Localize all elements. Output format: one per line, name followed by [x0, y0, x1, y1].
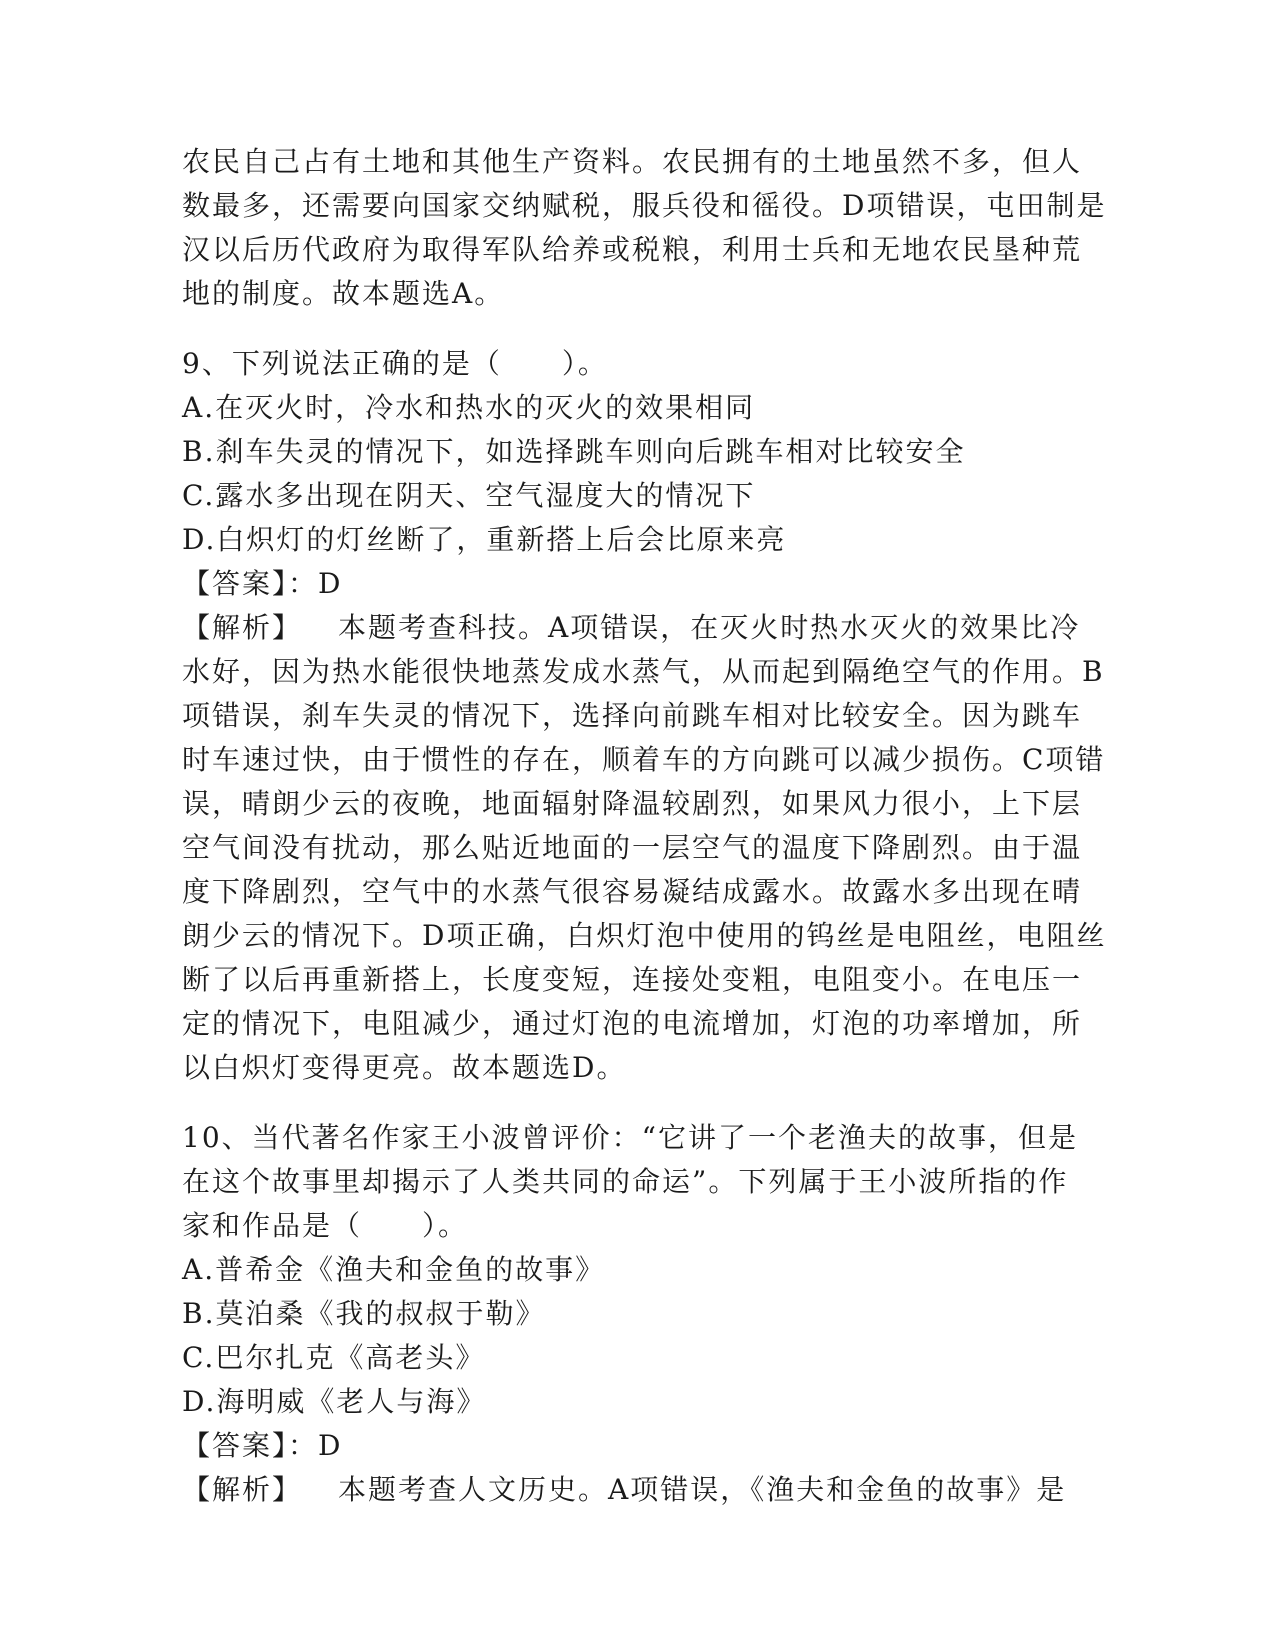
- analysis-line: 定的情况下，电阻减少，通过灯泡的电流增加，灯泡的功率增加，所: [182, 1007, 1083, 1040]
- analysis-line: 项错误，刹车失灵的情况下，选择向前跳车相对比较安全。因为跳车: [182, 699, 1083, 732]
- answer-line: [182, 1424, 1082, 1468]
- answer-line: [182, 562, 1082, 606]
- option-b: B.刹车失灵的情况下，如选择跳车则向后跳车相对比较安全: [182, 435, 966, 468]
- analysis-line: 空气间没有扰动，那么贴近地面的一层空气的温度下降剧烈。由于温: [182, 831, 1083, 864]
- question-text: 家和作品是（ ）。: [182, 1209, 469, 1242]
- option-d: D.白炽灯的灯丝断了，重新搭上后会比原来亮: [182, 523, 787, 556]
- text-line: 汉以后历代政府为取得军队给养或税粮，利用士兵和无地农民垦种荒: [182, 233, 1083, 266]
- analysis-line: 时车速过快，由于惯性的存在，顺着车的方向跳可以减少损伤。C项错: [182, 743, 1106, 776]
- option-c: C.露水多出现在阴天、空气湿度大的情况下: [182, 479, 756, 512]
- option-b: B.莫泊桑《我的叔叔于勒》: [182, 1297, 546, 1330]
- analysis-first-line: [182, 1468, 1082, 1512]
- analysis-line: 断了以后再重新搭上，长度变短，连接处变粗，电阻变小。在电压一: [182, 963, 1083, 996]
- analysis-text: 本题考查科技。A项错误，在灭火时热水灭火的效果比冷: [338, 611, 1081, 644]
- analysis-text: 本题考查人文历史。A项错误，《渔夫和金鱼的故事》是: [338, 1473, 1067, 1506]
- question-text: 10、当代著名作家王小波曾评价：“它讲了一个老渔夫的故事，但是: [182, 1121, 1078, 1154]
- analysis-first-line: [182, 606, 1082, 650]
- option-a: A.普希金《渔夫和金鱼的故事》: [182, 1253, 606, 1286]
- analysis-line: 水好，因为热水能很快地蒸发成水蒸气，从而起到隔绝空气的作用。B: [182, 655, 1105, 688]
- question-text: 9、下列说法正确的是（ ）。: [182, 347, 608, 380]
- option-d: D.海明威《老人与海》: [182, 1385, 487, 1418]
- analysis-line: 朗少云的情况下。D项正确，白炽灯泡中使用的钨丝是电阻丝，电阻丝: [182, 919, 1107, 952]
- answer-label: 【答案】：: [182, 1429, 319, 1462]
- text-line: 地的制度。故本题选A。: [182, 277, 505, 310]
- answer-value: D: [318, 567, 343, 600]
- text-line: 数最多，还需要向国家交纳赋税，服兵役和徭役。D项错误，屯田制是: [182, 189, 1107, 222]
- question-text: 在这个故事里却揭示了人类共同的命运”。下列属于王小波所指的作: [182, 1165, 1069, 1198]
- prev-explanation: [182, 140, 1107, 316]
- answer-value: D: [318, 1429, 343, 1462]
- option-c: C.巴尔扎克《高老头》: [182, 1341, 486, 1374]
- question-9: [182, 342, 1107, 1090]
- document-page: [182, 140, 1107, 1512]
- analysis-line: 误，晴朗少云的夜晚，地面辐射降温较剧烈，如果风力很小，上下层: [182, 787, 1083, 820]
- text-line: 农民自己占有土地和其他生产资料。农民拥有的土地虽然不多，但人: [182, 145, 1083, 178]
- question-10: [182, 1116, 1082, 1512]
- analysis-label: 【解析】: [182, 1473, 303, 1506]
- analysis-label: 【解析】: [182, 611, 303, 644]
- analysis-line: 以白炽灯变得更亮。故本题选D。: [182, 1051, 627, 1084]
- answer-label: 【答案】：: [182, 567, 319, 600]
- option-a: A.在灭火时，冷水和热水的灭火的效果相同: [182, 391, 756, 424]
- analysis-line: 度下降剧烈，空气中的水蒸气很容易凝结成露水。故露水多出现在晴: [182, 875, 1083, 908]
